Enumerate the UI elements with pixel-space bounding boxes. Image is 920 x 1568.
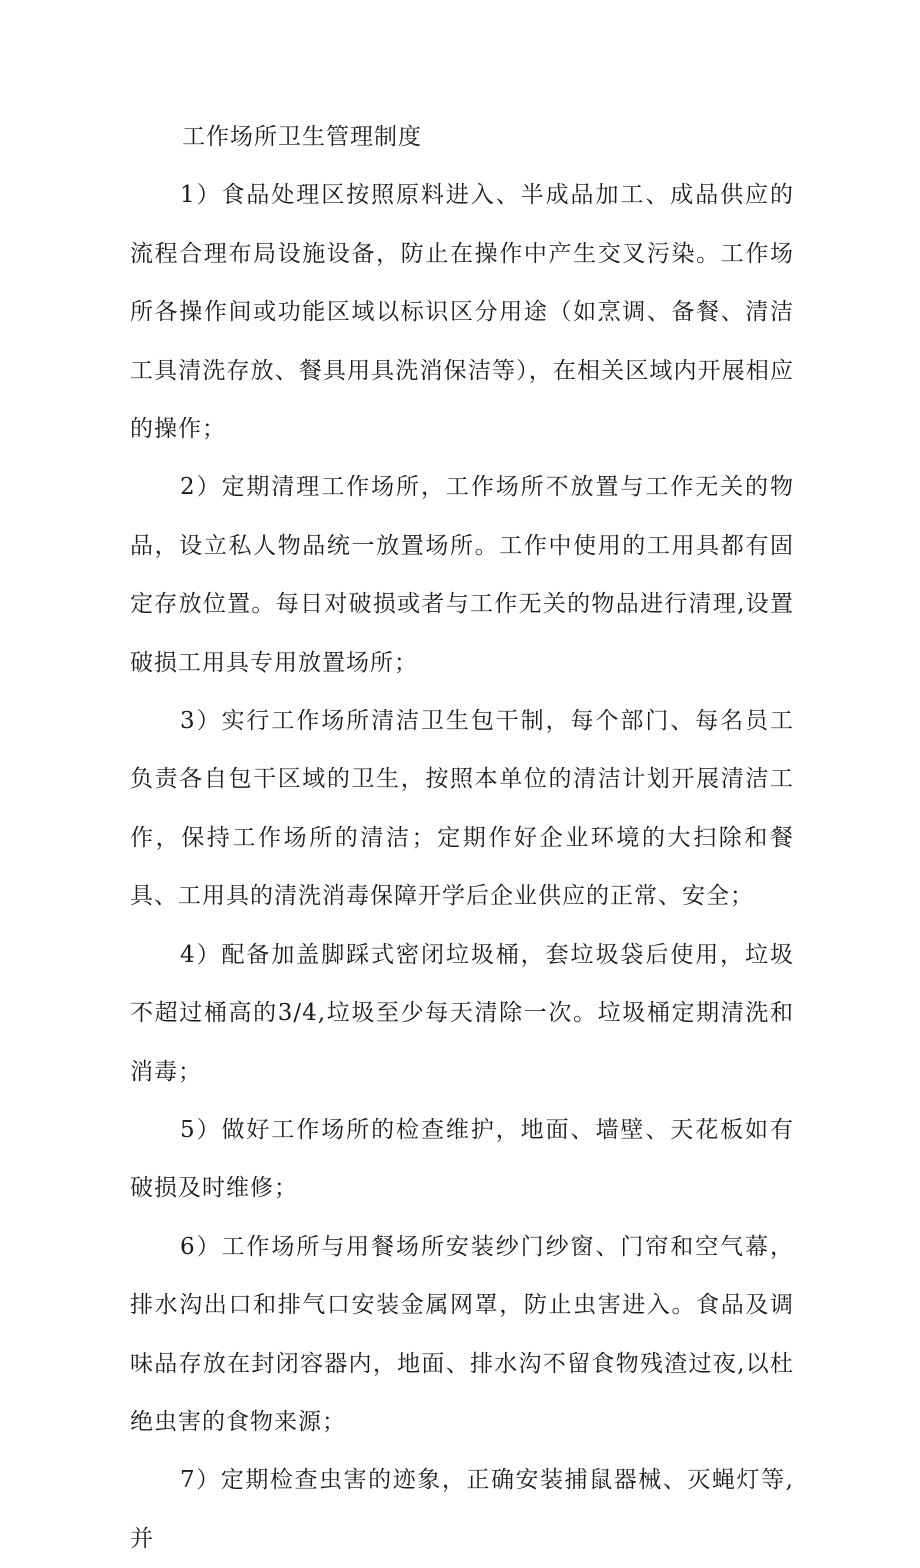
paragraph-6: 6）工作场所与用餐场所安装纱门纱窗、门帘和空气幕，排水沟出口和排气口安装金属网罩，防止虫害进入。食品及调味品存放在封闭容器内，地面、排水沟不留食物残渣过夜,以杜绝虫害的食物来源； bbox=[130, 1233, 794, 1435]
paragraph-5: 5）做好工作场所的检查维护，地面、墙壁、天花板如有破损及时维修； bbox=[130, 1116, 794, 1202]
paragraph-2: 2）定期清理工作场所，工作场所不放置与工作无关的物品，设立私人物品统一放置场所。工作中使用的工用具都有固定存放位置。每日对破损或者与工作无关的物品进行清理,设置破损工用具专用放置场所； bbox=[130, 474, 794, 676]
paragraph-7: 7）定期检查虫害的迹象，正确安装捕鼠器械、灭蝇灯等,并 bbox=[130, 1467, 794, 1552]
document-title: 工作场所卫生管理制度 bbox=[182, 124, 422, 150]
paragraph-3: 3）实行工作场所清洁卫生包干制，每个部门、每名员工负责各自包干区域的卫生，按照本单位的清洁计划开展清洁工作，保持工作场所的清洁；定期作好企业环境的大扫除和餐具、工用具的清洗消毒保障开学后企业供应的正常、安全； bbox=[130, 708, 794, 910]
document-body bbox=[130, 108, 794, 1568]
paragraph-1: 1）食品处理区按照原料进入、半成品加工、成品供应的流程合理布局设施设备，防止在操作中产生交叉污染。工作场所各操作间或功能区域以标识区分用途（如烹调、备餐、清洁工具清洗存放、餐具用具洗消保洁等），在相关区域内开展相应的操作； bbox=[130, 182, 794, 443]
paragraph-4: 4）配备加盖脚踩式密闭垃圾桶，套垃圾袋后使用，垃圾不超过桶高的3/4,垃圾至少每天清除一次。垃圾桶定期清洗和消毒； bbox=[130, 941, 794, 1085]
